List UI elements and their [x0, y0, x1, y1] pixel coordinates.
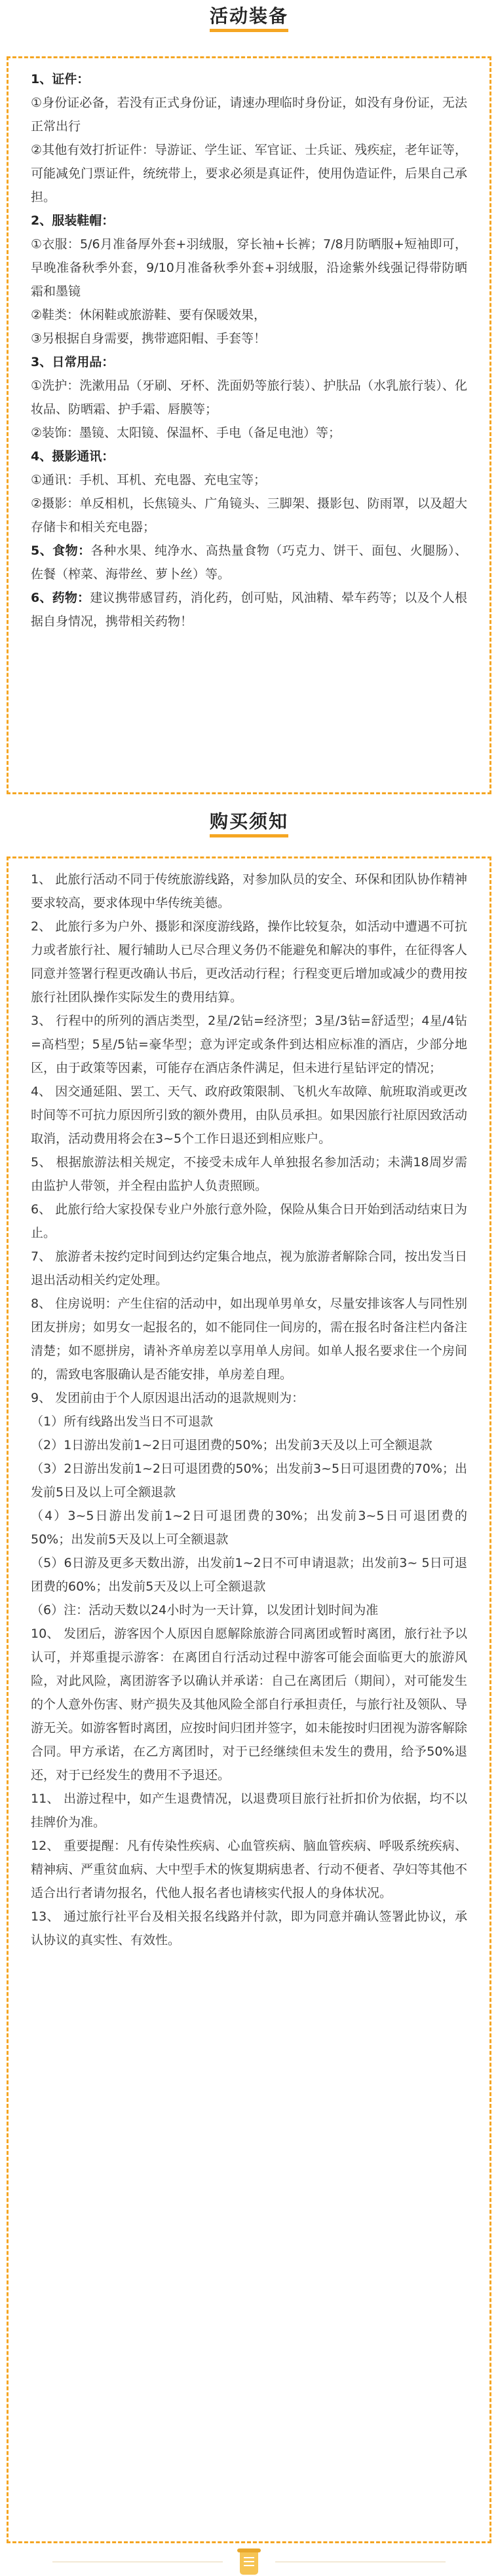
equipment-panel	[7, 56, 491, 794]
equipment-title-wrap	[0, 5, 498, 32]
purchase-note: 10、 发团后，游客因个人原因自愿解除旅游合同离团或暂时离团，旅行社予以认可，并郑重提示游客：在离团自行活动过程中游客可能会面临更大的旅游风险，对此风险，离团游客予以确认并承诺：自己在离团后（期间），对可能发生的个人意外伤害、财产损失及其他风险全部自行承担责任，与旅行社及领队、导游无关。如游客暂时离团，应按时间归团并签字，如未能按时归团视为游客解除合同。甲方承诺，在乙方离团时，对于已经继续但未发生的费用，给予50%退还，对于已经发生的费用不予退还。	[31, 1627, 467, 1782]
purchase-note: 9、 发团前由于个人原因退出活动的退款规则为：	[31, 1391, 305, 1405]
equipment-heading: 4、摄影通讯：	[31, 449, 115, 464]
equipment-item: ②摄影：单反相机，长焦镜头、广角镜头、三脚架、摄影包、防雨罩，以及超大存储卡和相关充电器；	[31, 496, 467, 534]
equipment-item: ②装饰：墨镜、太阳镜、保温杯、手电（备足电池）等；	[31, 426, 341, 440]
purchase-note: （4）3~5日游出发前1~2日可退团费的30%；出发前3~5日可退团费的50%；出发前5天及以上可全额退款	[31, 1509, 467, 1547]
purchase-note: 12、 重要提醒：凡有传染性疾病、心血管疾病、脑血管疾病、呼吸系统疾病、精神病、严重贫血病、大中型手术的恢复期病患者、行动不便者、孕妇等其他不适合出行者请勿报名，代他人报名者也请核实代报人的身体状况。	[31, 1839, 467, 1900]
purchase-note: 1、 此旅行活动不同于传统旅游线路，对参加队员的安全、环保和团队协作精神要求较高，要求体现中华传统美德。	[31, 872, 467, 910]
equipment-item: ②鞋类：休闲鞋或旅游鞋、要有保暖效果，	[31, 308, 267, 322]
equipment-item: ③另根据自身需要，携带遮阳帽、手套等！	[31, 331, 267, 346]
equipment-item: ②其他有效打折证件：导游证、学生证、军官证、士兵证、残疾症，老年证等，可能减免门票证件，统统带上，要求必须是真证件，使用伪造证件，后果自己承担。	[31, 143, 467, 204]
equipment-heading: 1、证件：	[31, 72, 90, 86]
purchase-note: 2、 此旅行多为户外、摄影和深度游线路，操作比较复杂，如活动中遭遇不可抗力或者旅行社、履行辅助人已尽合理义务仍不能避免和解决的事件，在征得客人同意并签署行程更改确认书后，更改活动行程；行程变更后增加或减少的费用按旅行社团队操作实际发生的费用结算。	[31, 919, 467, 1004]
scroll-icon	[240, 2548, 258, 2575]
equipment-item: 5、食物：各种水果、纯净水、高热量食物（巧克力、饼干、面包、火腿肠）、佐餐（榨菜、海带丝、萝卜丝）等。	[31, 543, 467, 581]
equipment-item: ①洗护：洗漱用品（牙刷、牙杯、洗面奶等旅行装）、护肤品（水乳旅行装）、化妆品、防晒霜、护手霜、唇膜等；	[31, 378, 467, 416]
equipment-title: 活动装备	[210, 5, 288, 32]
equipment-item: ①衣服：5/6月准备厚外套+羽绒服，穿长袖+长裤；7/8月防晒服+短袖即可，早晚准备秋季外套，9/10月准备秋季外套+羽绒服，沿途紫外线强记得带防晒霜和墨镜	[31, 237, 467, 299]
equipment-list	[9, 58, 489, 641]
purchase-note: （6）注：活动天数以24小时为一天计算，以发团计划时间为准	[31, 1603, 379, 1617]
purchase-note: 13、 通过旅行社平台及相关报名线路并付款，即为同意并确认签署此协议，承认协议的真实性、有效性。	[31, 1909, 467, 1947]
purchase-panel	[7, 856, 491, 2543]
purchase-note: 6、 此旅行给大家投保专业户外旅行意外险，保险从集合日开始到活动结束日为止。	[31, 1202, 467, 1240]
equipment-heading: 2、服装鞋帽：	[31, 213, 115, 228]
equipment-heading: 3、日常用品：	[31, 355, 115, 369]
equipment-item: 6、药物：建议携带感冒药，消化药，创可贴，风油精、晕车药等；以及个人根据自身情况，携带相关药物！	[31, 591, 467, 629]
equipment-item-lead: 6、药物：	[31, 591, 90, 605]
purchase-note: 11、 出游过程中，如产生退费情况，以退费项目旅行社折扣价为依据，均不以挂牌价为准。	[31, 1792, 467, 1830]
purchase-list	[9, 858, 489, 1960]
bottom-decoration	[0, 2547, 498, 2576]
purchase-title-wrap	[0, 811, 498, 837]
purchase-note: 4、 因交通延阻、罢工、天气、政府政策限制、飞机火车故障、航班取消或更改时间等不可抗力原因所引致的额外费用，由队员承担。如果因旅行社原因致活动取消，活动费用将会在3~5个工作日退还到相应账户。	[31, 1084, 467, 1146]
equipment-item: ①身份证必备，若没有正式身份证，请速办理临时身份证，如没有身份证，无法正常出行	[31, 96, 467, 134]
purchase-title: 购买须知	[210, 811, 288, 837]
equipment-item-lead: 5、食物：	[31, 543, 91, 558]
purchase-note: 3、 行程中的所列的酒店类型，2星/2钻=经济型；3星/3钻=舒适型；4星/4钻=高档型；5星/5钻=豪华型；意为评定或条件到达相应标准的酒店，少部分地区，由于政策等因素，可能存在酒店条件满足，但未进行星钻评定的情况；	[31, 1014, 467, 1075]
equipment-item: ①通讯：手机、耳机、充电器、充电宝等；	[31, 473, 267, 487]
purchase-note: 7、 旅游者未按约定时间到达约定集合地点，视为旅游者解除合同，按出发当日退出活动相关约定处理。	[31, 1249, 467, 1287]
purchase-note: 5、 根据旅游法相关规定，不接受未成年人单独报名参加活动；未满18周岁需由监护人带领，并全程由监护人负责照顾。	[31, 1155, 467, 1193]
purchase-note: （2）1日游出发前1~2日可退团费的50%；出发前3天及以上可全额退款	[31, 1438, 432, 1452]
equipment-header	[0, 0, 498, 39]
purchase-header	[0, 801, 498, 843]
purchase-note: （3）2日游出发前1~2日可退团费的50%；出发前3~5日可退团费的70%；出发前5日及以上可全额退款	[31, 1462, 467, 1500]
purchase-note: （1）所有线路出发当日不可退款	[31, 1414, 214, 1429]
purchase-note: （5）6日游及更多天数出游，出发前1~2日不可申请退款；出发前3~ 5日可退团费的60%；出发前5天及以上可全额退款	[31, 1556, 467, 1594]
purchase-note: 8、 住房说明：产生住宿的活动中，如出现单男单女，尽量安排该客人与同性别团友拼房；如男女一起报名的，如不能同住一间房的，需在报名时备注栏内备注清楚；如不愿拼房，请补齐单房差以享用单人房间。如单人报名要求住一个房间的，需致电客服确认是否能安排，单房差自理。	[31, 1297, 467, 1382]
